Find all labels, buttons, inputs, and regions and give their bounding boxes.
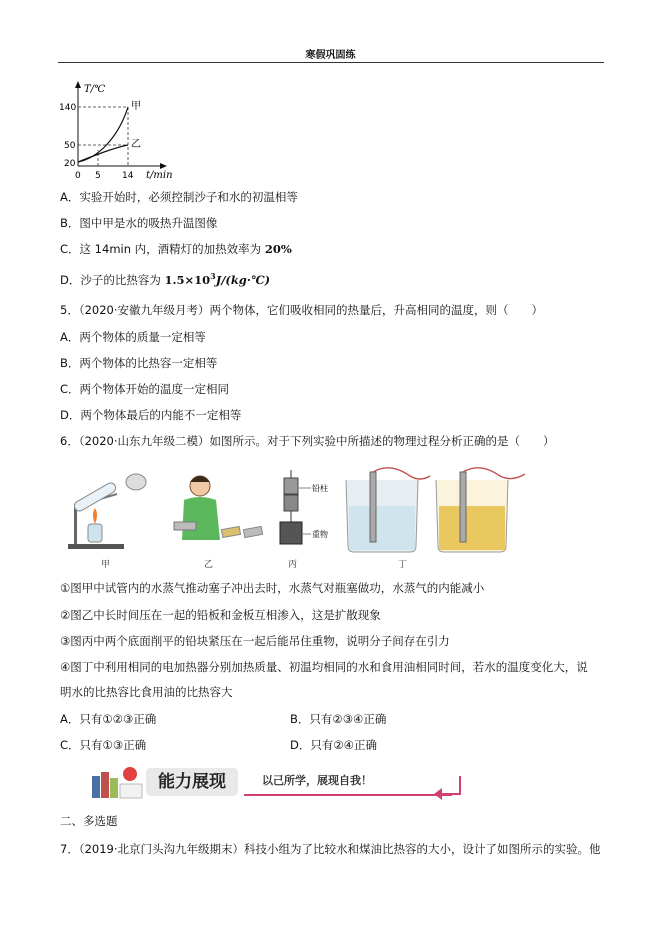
figure-bing-lead-columns bbox=[275, 470, 345, 552]
header-rule bbox=[58, 62, 604, 63]
lead-gold-blocks bbox=[174, 522, 196, 530]
water-liquid bbox=[349, 506, 415, 550]
person-shirt bbox=[182, 497, 220, 540]
q7-stem: 7．（2019·北京门头沟九年级期末）科技小组为了比较水和煤油比热容的大小，设计了如图所示的实验。他 bbox=[60, 842, 601, 856]
y-axis-arrow bbox=[75, 81, 81, 88]
label-weight: 重物 bbox=[312, 530, 328, 539]
caption-jia: 甲 bbox=[101, 560, 111, 570]
q5-option-c: C．两个物体开始的温度一定相同 bbox=[60, 382, 230, 396]
q4-option-a: A．实验开始时，必须控制沙子和水的初温相等 bbox=[60, 190, 298, 204]
flame bbox=[93, 508, 97, 524]
apple bbox=[123, 767, 137, 781]
figure-jia-test-tube bbox=[62, 466, 158, 556]
figure-yi-person bbox=[170, 470, 270, 550]
lead-column-top bbox=[284, 478, 298, 494]
y-tick-50: 50 bbox=[64, 141, 76, 151]
curve-label-jia: 甲 bbox=[131, 101, 141, 112]
label-lead-column: 铅柱 bbox=[312, 484, 328, 493]
book-3 bbox=[110, 778, 118, 798]
gold-plate bbox=[221, 526, 240, 537]
alcohol-lamp bbox=[88, 524, 102, 542]
book-2 bbox=[101, 772, 109, 798]
books-icon bbox=[88, 762, 148, 802]
steam-cloud bbox=[126, 474, 146, 490]
arrow-left-icon bbox=[432, 772, 462, 800]
q6-statement-2: ②图乙中长时间压在一起的铅板和金板互相渗入，这是扩散现象 bbox=[60, 608, 381, 622]
q4-option-d-unit: J/(kg·℃) bbox=[215, 272, 271, 287]
q6-option-a: A．只有①②③正确 bbox=[60, 712, 157, 726]
curve-jia bbox=[78, 107, 128, 162]
q6-option-d: D．只有②④正确 bbox=[290, 738, 377, 752]
person-hair bbox=[190, 476, 210, 482]
arrow-head bbox=[434, 788, 442, 800]
curve-yi bbox=[78, 145, 128, 162]
banner-slogan: 以己所学，展现自我！ bbox=[262, 774, 372, 787]
banner-title-box bbox=[146, 768, 238, 796]
q5-option-d: D．两个物体最后的内能不一定相等 bbox=[60, 408, 242, 422]
x-tick-14: 14 bbox=[122, 171, 134, 181]
temperature-time-graph bbox=[58, 78, 188, 186]
q6-statement-4-cont: 明水的比热容比食用油的比热容大 bbox=[60, 685, 233, 699]
oil-liquid bbox=[439, 506, 505, 550]
x-tick-0: 0 bbox=[75, 171, 81, 181]
book-1 bbox=[92, 776, 100, 798]
curve-label-yi: 乙 bbox=[131, 139, 141, 150]
wire-water bbox=[373, 468, 430, 479]
q6-statement-1: ①图甲中试管内的水蒸气推动塞子冲出去时，水蒸气对瓶塞做功，水蒸气的内能减小 bbox=[60, 581, 485, 595]
q4-option-c bbox=[60, 241, 292, 257]
q4-option-c-text: C．这 14min 内，酒精灯的加热效率为 bbox=[60, 242, 265, 256]
ability-banner bbox=[88, 762, 464, 802]
q4-option-d-mantissa: 1.5×10 bbox=[164, 272, 211, 287]
wire-oil bbox=[463, 468, 525, 479]
q5-option-b: B．两个物体的比热容一定相等 bbox=[60, 356, 218, 370]
q4-option-b: B．图中甲是水的吸热升温图像 bbox=[60, 216, 218, 230]
section-title-multiple-choice: 二、多选题 bbox=[60, 814, 118, 828]
caption-ding: 丁 bbox=[398, 560, 408, 570]
lead-column-bottom bbox=[284, 495, 298, 511]
q6-statement-3: ③图丙中两个底面削平的铅块紧压在一起后能吊住重物，说明分子间存在引力 bbox=[60, 634, 450, 648]
q5-option-a: A．两个物体的质量一定相等 bbox=[60, 330, 206, 344]
q6-option-c: C．只有①③正确 bbox=[60, 738, 147, 752]
y-tick-20: 20 bbox=[64, 159, 76, 169]
q4-option-d-text: D．沙子的比热容为 bbox=[60, 272, 165, 287]
q4-option-d-exponent: 3 bbox=[210, 271, 216, 281]
q4-option-d bbox=[60, 268, 270, 288]
heater-water bbox=[370, 472, 376, 542]
caption-bing: 丙 bbox=[288, 560, 298, 570]
q6-option-b: B．只有②③④正确 bbox=[290, 712, 387, 726]
q4-option-c-value: 20% bbox=[264, 242, 292, 256]
q6-statement-4: ④图丁中利用相同的电加热器分别加热质量、初温均相同的水和食用油相同时间，若水的温度变化大，说 bbox=[60, 660, 588, 674]
banner-slogan-box bbox=[244, 766, 452, 796]
q5-stem: 5．（2020·安徽九年级月考）两个物体，它们吸收相同的热量后，升高相同的温度，则（ ） bbox=[60, 303, 543, 317]
x-axis-arrow bbox=[160, 163, 167, 169]
x-axis-label: t/min bbox=[146, 170, 173, 181]
book-stack bbox=[120, 784, 142, 798]
page-header-title: 寒假巩固练 bbox=[305, 50, 356, 61]
heater-oil bbox=[460, 472, 466, 542]
figure-ding-beakers bbox=[340, 466, 535, 554]
caption-yi: 乙 bbox=[204, 560, 214, 570]
weight-block bbox=[280, 522, 302, 544]
stand-base bbox=[68, 544, 124, 549]
lead-plate bbox=[243, 526, 262, 537]
q6-stem: 6．（2020·山东九年级二模）如图所示。对于下列实验中所描述的物理过程分析正确的是（ ） bbox=[60, 434, 555, 448]
y-tick-140: 140 bbox=[59, 103, 77, 113]
y-axis-label: T/℃ bbox=[84, 84, 106, 95]
x-tick-5: 5 bbox=[95, 171, 101, 181]
banner-title: 能力展现 bbox=[158, 772, 226, 792]
